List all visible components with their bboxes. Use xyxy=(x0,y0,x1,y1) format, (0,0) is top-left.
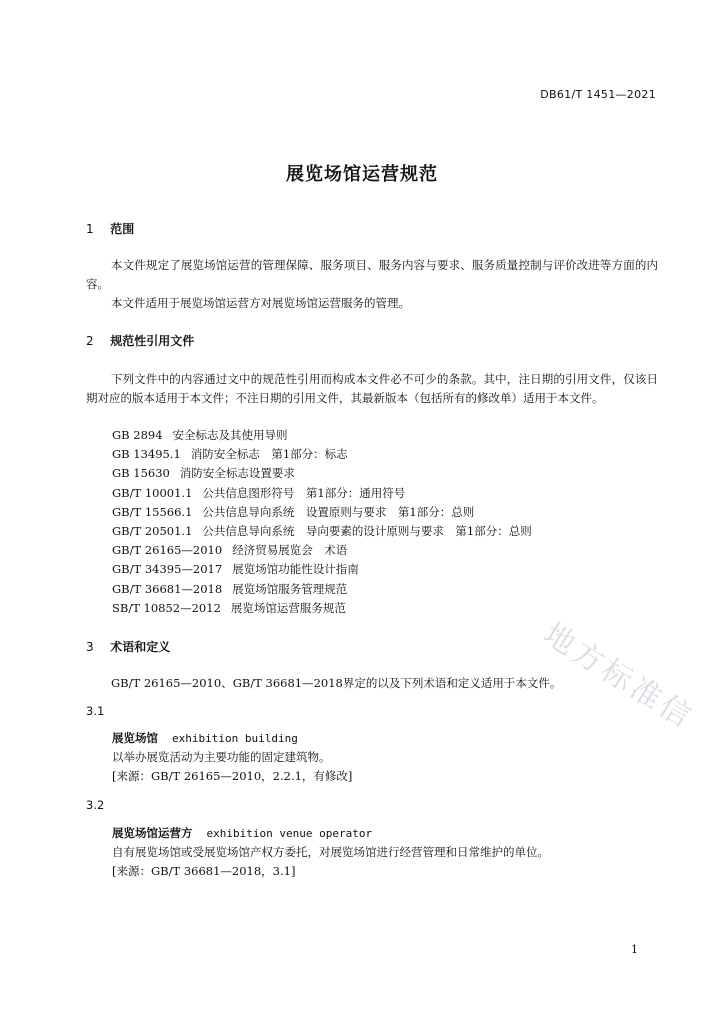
reference-item xyxy=(112,445,532,464)
term-source: [来源：GB/T 26165—2010，2.2.1，有修改] xyxy=(112,769,353,784)
reference-code: GB/T 34395—2017 xyxy=(112,562,223,577)
section-title: 术语和定义 xyxy=(110,640,171,654)
term-definition: 自有展览场馆或受展览场馆产权方委托，对展览场馆进行经营管理和日常维护的单位。 xyxy=(112,845,549,860)
reference-list xyxy=(112,426,532,618)
term-name-en: exhibition building xyxy=(172,732,298,745)
document-number: DB61/T 1451—2021 xyxy=(540,88,656,101)
reference-title: 展览场馆服务管理规范 xyxy=(232,581,348,596)
section-number: 1 xyxy=(86,222,94,236)
term-definition: 以举办展览活动为主要功能的固定建筑物。 xyxy=(112,750,331,765)
reference-item xyxy=(112,503,532,522)
reference-title: 展览场馆运营服务规范 xyxy=(230,600,346,615)
section-heading-1 xyxy=(86,220,134,237)
reference-title: 消防安全标志 第1部分：标志 xyxy=(190,447,348,462)
reference-title: 展览场馆功能性设计指南 xyxy=(232,562,359,577)
section-number: 2 xyxy=(86,334,94,348)
reference-item xyxy=(112,541,532,560)
term-heading xyxy=(112,824,549,843)
term-heading xyxy=(112,729,352,748)
reference-title: 消防安全标志设置要求 xyxy=(179,466,295,481)
reference-title: 公共信息图形符号 第1部分：通用符号 xyxy=(202,485,406,500)
reference-title: 公共信息导向系统 导向要素的设计原则与要求 第1部分：总则 xyxy=(202,524,532,539)
reference-code: GB 15630 xyxy=(112,466,170,481)
reference-item xyxy=(112,599,532,618)
reference-code: GB 13495.1 xyxy=(112,447,181,462)
paragraph: 本文件规定了展览场馆运营的管理保障、服务项目、服务内容与要求、服务质量控制与评价改进等方面的内容。 xyxy=(86,258,658,291)
reference-item xyxy=(112,560,532,579)
reference-code: GB/T 36681—2018 xyxy=(112,581,223,596)
reference-item xyxy=(112,580,532,599)
watermark: 地方标准信 xyxy=(537,616,700,737)
section-title: 规范性引用文件 xyxy=(110,334,195,348)
term-number: 3.2 xyxy=(86,798,105,812)
reference-code: GB/T 15566.1 xyxy=(112,504,193,519)
reference-code: GB/T 26165—2010 xyxy=(112,543,223,558)
reference-item xyxy=(112,464,532,483)
page-number: 1 xyxy=(631,943,638,956)
reference-code: GB/T 10001.1 xyxy=(112,485,193,500)
section-number: 3 xyxy=(86,640,94,654)
term-name-en: exhibition venue operator xyxy=(206,827,373,840)
page-title: 展览场馆运营规范 xyxy=(286,164,438,185)
term-source: [来源：GB/T 36681—2018，3.1] xyxy=(112,864,296,879)
section-heading-3 xyxy=(86,638,170,655)
paragraph: 本文件适用于展览场馆运营方对展览场馆运营服务的管理。 xyxy=(111,296,410,310)
reference-item xyxy=(112,426,532,445)
paragraph: GB/T 26165—2010、GB/T 36681—2018界定的以及下列术语和定义适用于本文件。 xyxy=(111,676,562,690)
reference-item xyxy=(112,522,532,541)
reference-item xyxy=(112,484,532,503)
section-title: 范围 xyxy=(110,222,135,236)
term-entry xyxy=(112,824,549,882)
reference-code: GB 2894 xyxy=(112,428,163,442)
paragraph: 下列文件中的内容通过文中的规范性引用而构成本文件必不可少的条款。其中，注日期的引用文件，仅该日期对应的版本适用于本文件；不注日期的引用文件，其最新版本（包括所有的修改单）适用于本文件。 xyxy=(86,372,658,405)
reference-code: GB/T 20501.1 xyxy=(112,524,193,539)
term-name-zh: 展览场馆运营方 xyxy=(112,826,193,840)
reference-title: 公共信息导向系统 设置原则与要求 第1部分：总则 xyxy=(202,504,475,519)
term-number: 3.1 xyxy=(86,704,105,718)
term-name-zh: 展览场馆 xyxy=(112,731,158,745)
reference-title: 经济贸易展览会 术语 xyxy=(232,543,348,558)
term-entry xyxy=(112,729,352,787)
reference-code: SB/T 10852—2012 xyxy=(112,600,221,615)
reference-title: 安全标志及其使用导则 xyxy=(172,428,288,442)
section-heading-2 xyxy=(86,332,194,349)
